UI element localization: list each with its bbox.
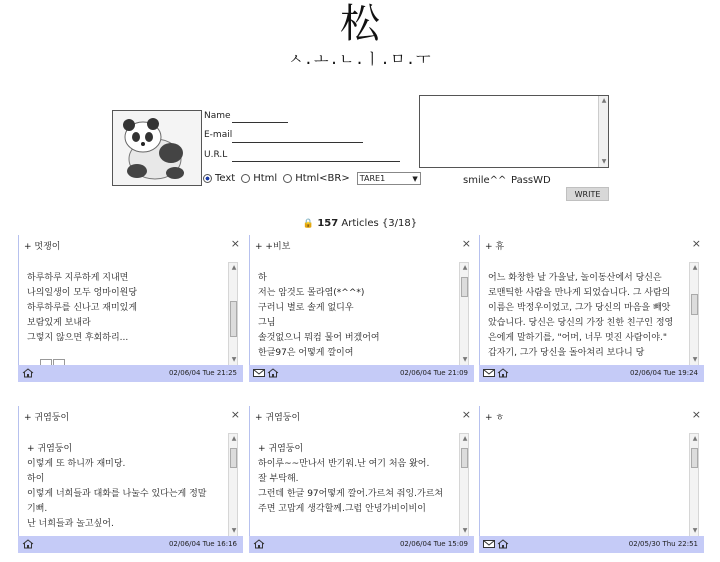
post-line: 이렇게 너희들과 대화를 나눌수 있다는게 정말 (27, 489, 207, 499)
post-line: 저는 암것도 몰라염(*^^*) (258, 288, 365, 298)
scroll-down-icon[interactable]: ▼ (462, 356, 468, 363)
card-border (18, 406, 19, 536)
mail-icon[interactable] (483, 539, 495, 549)
post-footer (249, 536, 474, 553)
post-line: 로맨틱한 사람을 만나게 되었습니다. 그 사람의 (488, 288, 671, 298)
post-date: 02/05/30 Thu 22:51 (628, 540, 698, 548)
post-card (479, 406, 704, 554)
post-line: 하이루~~만나서 반기워.난 여기 처음 왔어. (258, 459, 430, 469)
write-button[interactable]: WRITE (566, 187, 609, 201)
close-icon[interactable]: × (461, 408, 471, 421)
articles-count: 157 (317, 218, 339, 229)
card-header (479, 406, 704, 424)
post-line: 주면 고맙게 생각할께.그럼 안녕가비이비이 (258, 504, 426, 514)
close-icon[interactable]: × (691, 237, 701, 250)
passwd-label: PassWD (511, 175, 551, 186)
scroll-thumb[interactable] (691, 448, 698, 468)
post-line: 그님 (258, 318, 276, 328)
scroll-down-icon[interactable]: ▼ (692, 356, 698, 363)
post-line: 았습니다. 당신은 당신의 가장 친한 친구인 정영 (488, 318, 674, 328)
post-date: 02/06/04 Tue 19:24 (629, 369, 698, 377)
home-icon[interactable] (22, 368, 34, 378)
post-line: 그렇지 않으면 후회하리... (27, 333, 129, 343)
close-icon[interactable]: × (691, 408, 701, 421)
scroll-up-icon[interactable]: ▲ (601, 97, 607, 104)
articles-page: {3/18} (381, 218, 418, 229)
radio-text[interactable] (203, 174, 212, 183)
scroll-down-icon[interactable]: ▼ (231, 527, 237, 534)
close-icon[interactable]: × (461, 237, 471, 250)
post-line: 난 너희들과 놀고싶어. (27, 519, 114, 529)
post-card (18, 406, 243, 554)
card-header (479, 235, 704, 253)
post-title: + +비보 (255, 242, 291, 252)
post-date: 02/06/04 Tue 21:09 (399, 369, 468, 377)
post-scrollbar[interactable] (228, 433, 238, 537)
card-border (479, 235, 480, 365)
radio-text-label: Text (215, 173, 236, 184)
post-title: + 휴 (485, 242, 505, 252)
mail-icon[interactable] (483, 368, 495, 378)
scroll-up-icon[interactable]: ▲ (231, 435, 237, 442)
home-icon[interactable] (267, 368, 279, 378)
post-scrollbar[interactable] (459, 262, 469, 366)
post-body (27, 271, 232, 363)
post-body (258, 271, 463, 363)
radio-html-br-label: Html<BR> (295, 173, 350, 184)
post-line: 어느 화창한 날 가을날, 놀이동산에서 당신은 (488, 273, 662, 283)
post-line: 솔것없으니 뭐컴 물어 버겠어여 (258, 333, 380, 343)
home-icon[interactable] (22, 539, 34, 549)
post-line: 하 (258, 273, 267, 283)
card-header (249, 235, 474, 253)
post-line: 하이 (27, 474, 45, 484)
scroll-thumb[interactable] (691, 294, 698, 315)
post-line: 구러니 별로 솔게 없디우 (258, 303, 354, 313)
home-icon[interactable] (253, 539, 265, 549)
close-icon[interactable]: × (230, 408, 240, 421)
post-footer (479, 365, 704, 382)
scroll-thumb[interactable] (230, 448, 237, 468)
post-title: + 귀염둥이 (24, 413, 70, 423)
url-label: U.R.L (204, 150, 228, 160)
post-footer (18, 365, 243, 382)
radio-html-br[interactable] (283, 174, 292, 183)
card-header (18, 406, 243, 424)
scroll-up-icon[interactable]: ▲ (462, 264, 468, 271)
post-scrollbar[interactable] (689, 433, 699, 537)
radio-html[interactable] (241, 174, 250, 183)
post-line: 한글97은 어떻게 깔이여 (258, 348, 354, 358)
post-scrollbar[interactable] (459, 433, 469, 537)
post-line: 나의일생이 모두 엉마이원당 (27, 288, 138, 298)
card-border (249, 406, 250, 536)
post-card (18, 235, 243, 383)
radio-html-label: Html (253, 173, 278, 184)
tare-select[interactable] (357, 172, 421, 185)
scroll-up-icon[interactable]: ▲ (462, 435, 468, 442)
lock-icon: 🔒 (302, 219, 315, 229)
card-header (249, 406, 474, 424)
name-label: Name (204, 111, 231, 121)
scroll-up-icon[interactable]: ▲ (692, 264, 698, 271)
home-icon[interactable] (497, 368, 509, 378)
post-body (488, 442, 693, 534)
chevron-down-icon: ▼ (412, 174, 418, 183)
post-scrollbar[interactable] (228, 262, 238, 366)
scroll-down-icon[interactable]: ▼ (462, 527, 468, 534)
email-input[interactable] (232, 132, 363, 143)
card-header (18, 235, 243, 253)
post-line: 이렇게 또 하니까 재미당. (27, 459, 126, 469)
post-line: 은에게 말하기를, "어머, 너무 멋진 사람이야." (488, 333, 667, 343)
email-label: E-mail (204, 130, 233, 140)
post-title: + 멋쟁이 (24, 242, 61, 252)
post-footer (249, 365, 474, 382)
post-line: + 귀염둥이 (258, 444, 304, 454)
scroll-up-icon[interactable]: ▲ (692, 435, 698, 442)
post-line: 기뻐. (27, 504, 48, 514)
post-body (258, 442, 463, 534)
close-icon[interactable]: × (230, 237, 240, 250)
post-line: 보람있게 보내라 (27, 318, 91, 328)
post-body (488, 271, 693, 363)
message-textarea[interactable] (419, 95, 609, 168)
scroll-thumb[interactable] (461, 277, 468, 297)
mail-icon[interactable] (253, 368, 265, 378)
post-date: 02/06/04 Tue 15:09 (399, 540, 468, 548)
post-line: 잘 부탁해. (258, 474, 299, 484)
scroll-thumb[interactable] (230, 301, 237, 337)
post-card (479, 235, 704, 383)
post-date: 02/06/04 Tue 21:25 (168, 369, 237, 377)
scroll-thumb[interactable] (461, 448, 468, 468)
scroll-up-icon[interactable]: ▲ (231, 264, 237, 271)
url-input[interactable] (232, 151, 400, 162)
articles-summary (0, 218, 720, 229)
textarea-scrollbar[interactable] (598, 96, 608, 167)
scroll-down-icon[interactable]: ▼ (231, 356, 237, 363)
post-line: 갑자기, 그가 당신을 돌아쳐리 보다니 당 (488, 348, 645, 358)
smile-label: smile^^ (463, 175, 507, 186)
post-line: + 귀염둥이 (27, 444, 73, 454)
post-date: 02/06/04 Tue 16:16 (168, 540, 237, 548)
logo-subtitle: ㅅ.ㅗ.ㄴ.ㅣ.ㅁ.ㅜ (288, 50, 432, 68)
tare-select-value: TARE1 (359, 174, 386, 183)
post-title: + ㅎ (485, 413, 505, 423)
post-line: 하루하루를 신나고 재미있게 (27, 303, 138, 313)
scroll-down-icon[interactable]: ▼ (692, 527, 698, 534)
post-card (249, 406, 474, 554)
panda-icon (113, 111, 201, 185)
scroll-down-icon[interactable]: ▼ (601, 158, 607, 165)
post-line: 하루하루 지루하게 지내면 (27, 273, 129, 283)
post-line: 이름은 박정우이었고, 그가 당신의 마음을 빼앗 (488, 303, 671, 313)
card-border (18, 235, 19, 365)
format-radio-group (203, 172, 421, 185)
post-body (27, 442, 232, 534)
avatar (112, 110, 202, 186)
post-card (249, 235, 474, 383)
post-title: + 귀염둥이 (255, 413, 301, 423)
post-scrollbar[interactable] (689, 262, 699, 366)
post-line: 그런데 한글 97어떻게 깔어.가르쳐 줘잉.가르쳐 (258, 489, 444, 499)
card-border (479, 406, 480, 536)
home-icon[interactable] (497, 539, 509, 549)
card-border (249, 235, 250, 365)
name-input[interactable] (232, 112, 288, 123)
post-footer (18, 536, 243, 553)
articles-label: Articles (341, 218, 379, 229)
post-footer (479, 536, 704, 553)
logo-glyph: 松 (340, 1, 380, 47)
